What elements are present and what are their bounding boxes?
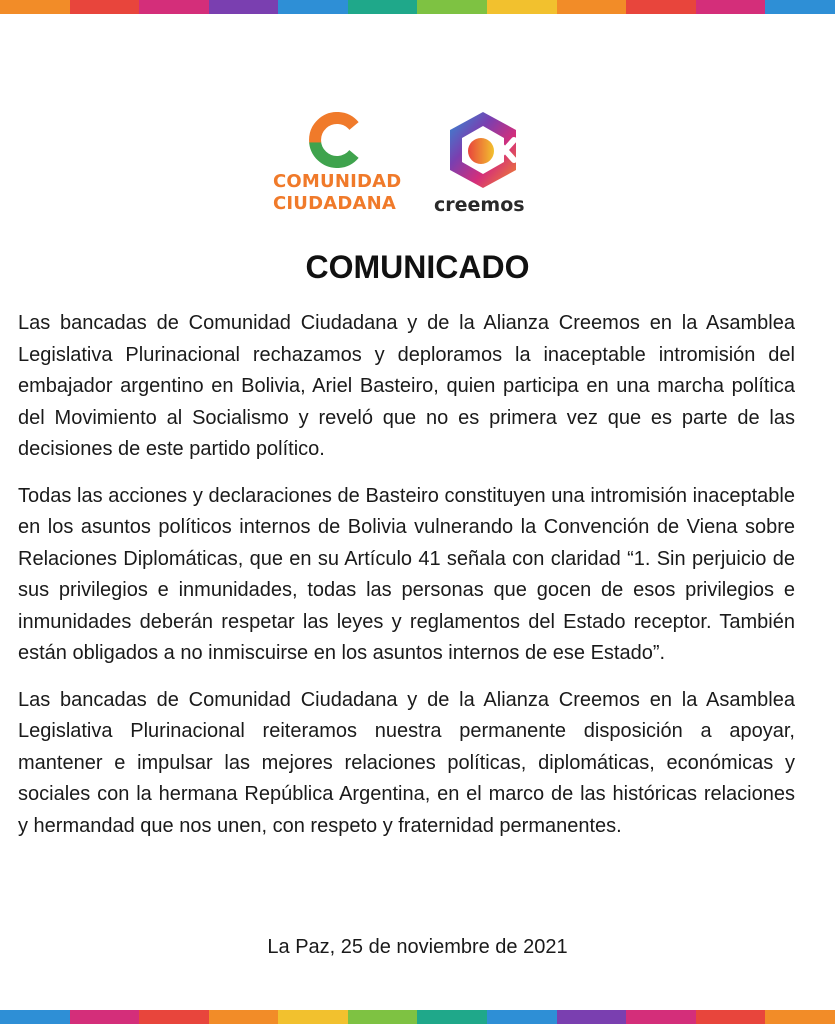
paragraph-1: Las bancadas de Comunidad Ciudadana y de la Alianza Creemos en la Asamblea Legislativa Plurinacional rechazamos y deploramos la inaceptable intromisión del embajador argentino en Bolivia, Ariel Basteiro, quien participa en una marcha política del Movimiento al Socialismo y reveló que no es primera vez que es parte de las decisiones de este partido político. bbox=[18, 312, 795, 460]
stripe-segment bbox=[626, 0, 696, 14]
stripe-segment bbox=[0, 0, 70, 14]
stripe-segment bbox=[417, 0, 487, 14]
stripe-segment bbox=[487, 0, 557, 14]
stripe-segment bbox=[139, 0, 209, 14]
stripe-segment bbox=[557, 1010, 627, 1024]
document-title: COMUNICADO bbox=[305, 249, 530, 285]
stripe-segment bbox=[696, 1010, 766, 1024]
stripe-segment bbox=[209, 0, 279, 14]
stripe-segment bbox=[417, 1010, 487, 1024]
bottom-color-stripe bbox=[0, 1010, 835, 1024]
stripe-segment bbox=[70, 1010, 140, 1024]
creemos-hexagon-icon bbox=[444, 110, 522, 190]
place-and-date: La Paz, 25 de noviembre de 2021 bbox=[267, 936, 568, 958]
stripe-segment bbox=[765, 0, 835, 14]
stripe-segment bbox=[348, 1010, 418, 1024]
logo-row bbox=[0, 108, 835, 218]
stripe-segment bbox=[278, 0, 348, 14]
stripe-segment bbox=[626, 1010, 696, 1024]
stripe-segment bbox=[348, 0, 418, 14]
top-color-stripe bbox=[0, 0, 835, 14]
stripe-segment bbox=[139, 1010, 209, 1024]
wordmark-line-1: COMUNIDAD bbox=[273, 171, 402, 192]
creemos-logo bbox=[432, 108, 532, 218]
stripe-segment bbox=[557, 0, 627, 14]
paragraph-2: Todas las acciones y declaraciones de Basteiro constituyen una intromisión inaceptable en los asuntos políticos internos de Bolivia vulnerando la Convención de Viena sobre Relaciones Diplomáticas, que en su Artículo 41 señala con claridad “1. Sin perjuicio de sus privilegios e inmunidades, todas las personas que gocen de esos privilegios e inmunidades deberán respetar las leyes y reglamentos del Estado receptor. También están obligados a no inmiscuirse en los asuntos internos de ese Estado”. bbox=[18, 484, 795, 664]
document-body bbox=[18, 308, 795, 857]
stripe-segment bbox=[70, 0, 140, 14]
wordmark-line-2: CIUDADANA bbox=[273, 193, 397, 214]
comunidad-ciudadana-logo bbox=[273, 108, 403, 218]
comunidad-ciudadana-c-icon bbox=[308, 112, 364, 168]
comunidad-ciudadana-wordmark bbox=[273, 171, 403, 215]
stripe-segment bbox=[278, 1010, 348, 1024]
stripe-segment bbox=[696, 0, 766, 14]
stripe-segment bbox=[0, 1010, 70, 1024]
creemos-wordmark: creemos bbox=[434, 194, 525, 216]
stripe-segment bbox=[209, 1010, 279, 1024]
paragraph-3: Las bancadas de Comunidad Ciudadana y de la Alianza Creemos en la Asamblea Legislativa Plurinacional reiteramos nuestra permanente disposición a apoyar, mantener e impulsar las mejores relaciones políticas, diplomáticas, económicas y sociales con la hermana República Argentina, en el marco de las históricas relaciones y hermandad que nos unen, con respeto y fraternidad permanentes. bbox=[18, 688, 795, 837]
stripe-segment bbox=[765, 1010, 835, 1024]
stripe-segment bbox=[487, 1010, 557, 1024]
